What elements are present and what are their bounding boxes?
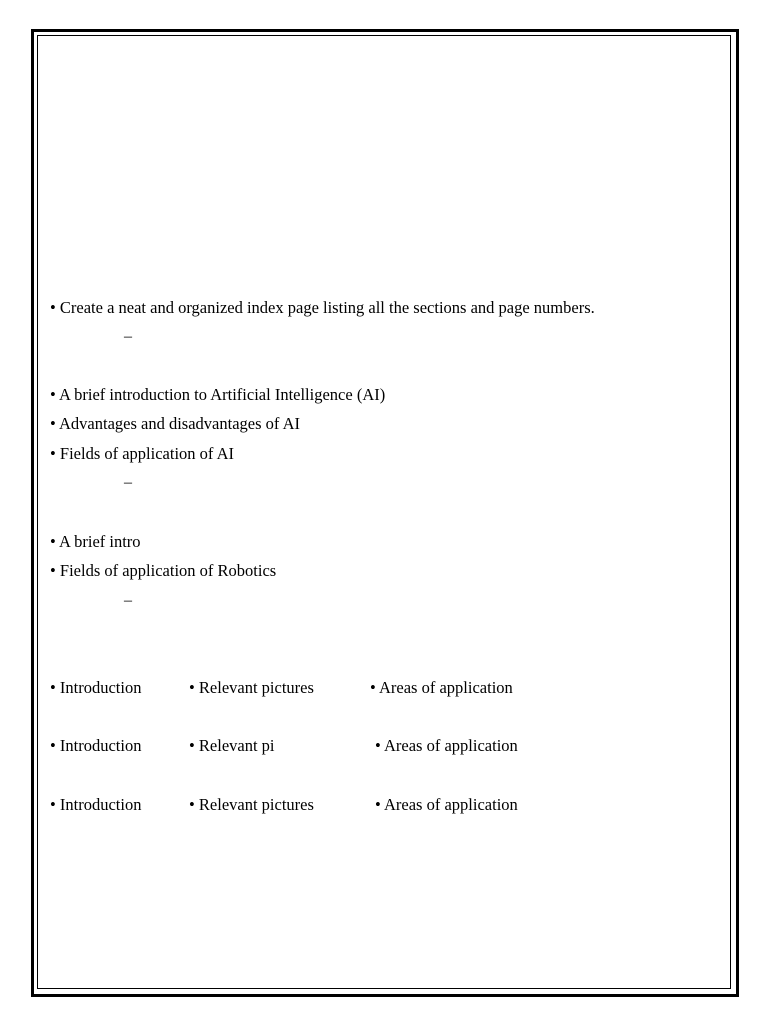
topic-row-3-pictures: • Relevant pictures: [189, 795, 314, 814]
dash-separator-3: –: [124, 592, 132, 609]
topic-row-2-pictures: • Relevant pi: [189, 736, 275, 755]
topic-row-2-areas: • Areas of application: [375, 736, 518, 755]
topic-row-3-areas: • Areas of application: [375, 795, 518, 814]
ai-item-advantages: • Advantages and disadvantages of AI: [50, 414, 301, 433]
index-instruction: • Create a neat and organized index page listing all the sections and page numbers.: [50, 298, 595, 317]
robotics-item-fields: • Fields of application of Robotics: [50, 561, 277, 580]
topic-row-2-introduction: • Introduction: [50, 736, 142, 755]
dash-separator-1: –: [124, 328, 132, 345]
ai-item-introduction: • A brief introduction to Artificial Intelligence (AI): [50, 385, 386, 404]
ai-item-fields: • Fields of application of AI: [50, 444, 235, 463]
topic-row-1-areas: • Areas of application: [370, 678, 513, 697]
page-border-inner: [37, 35, 731, 989]
topic-row-1-pictures: • Relevant pictures: [189, 678, 314, 697]
robotics-item-intro: • A brief intro: [50, 532, 141, 551]
dash-separator-2: –: [124, 474, 132, 491]
topic-row-3-introduction: • Introduction: [50, 795, 142, 814]
topic-row-1-introduction: • Introduction: [50, 678, 142, 697]
